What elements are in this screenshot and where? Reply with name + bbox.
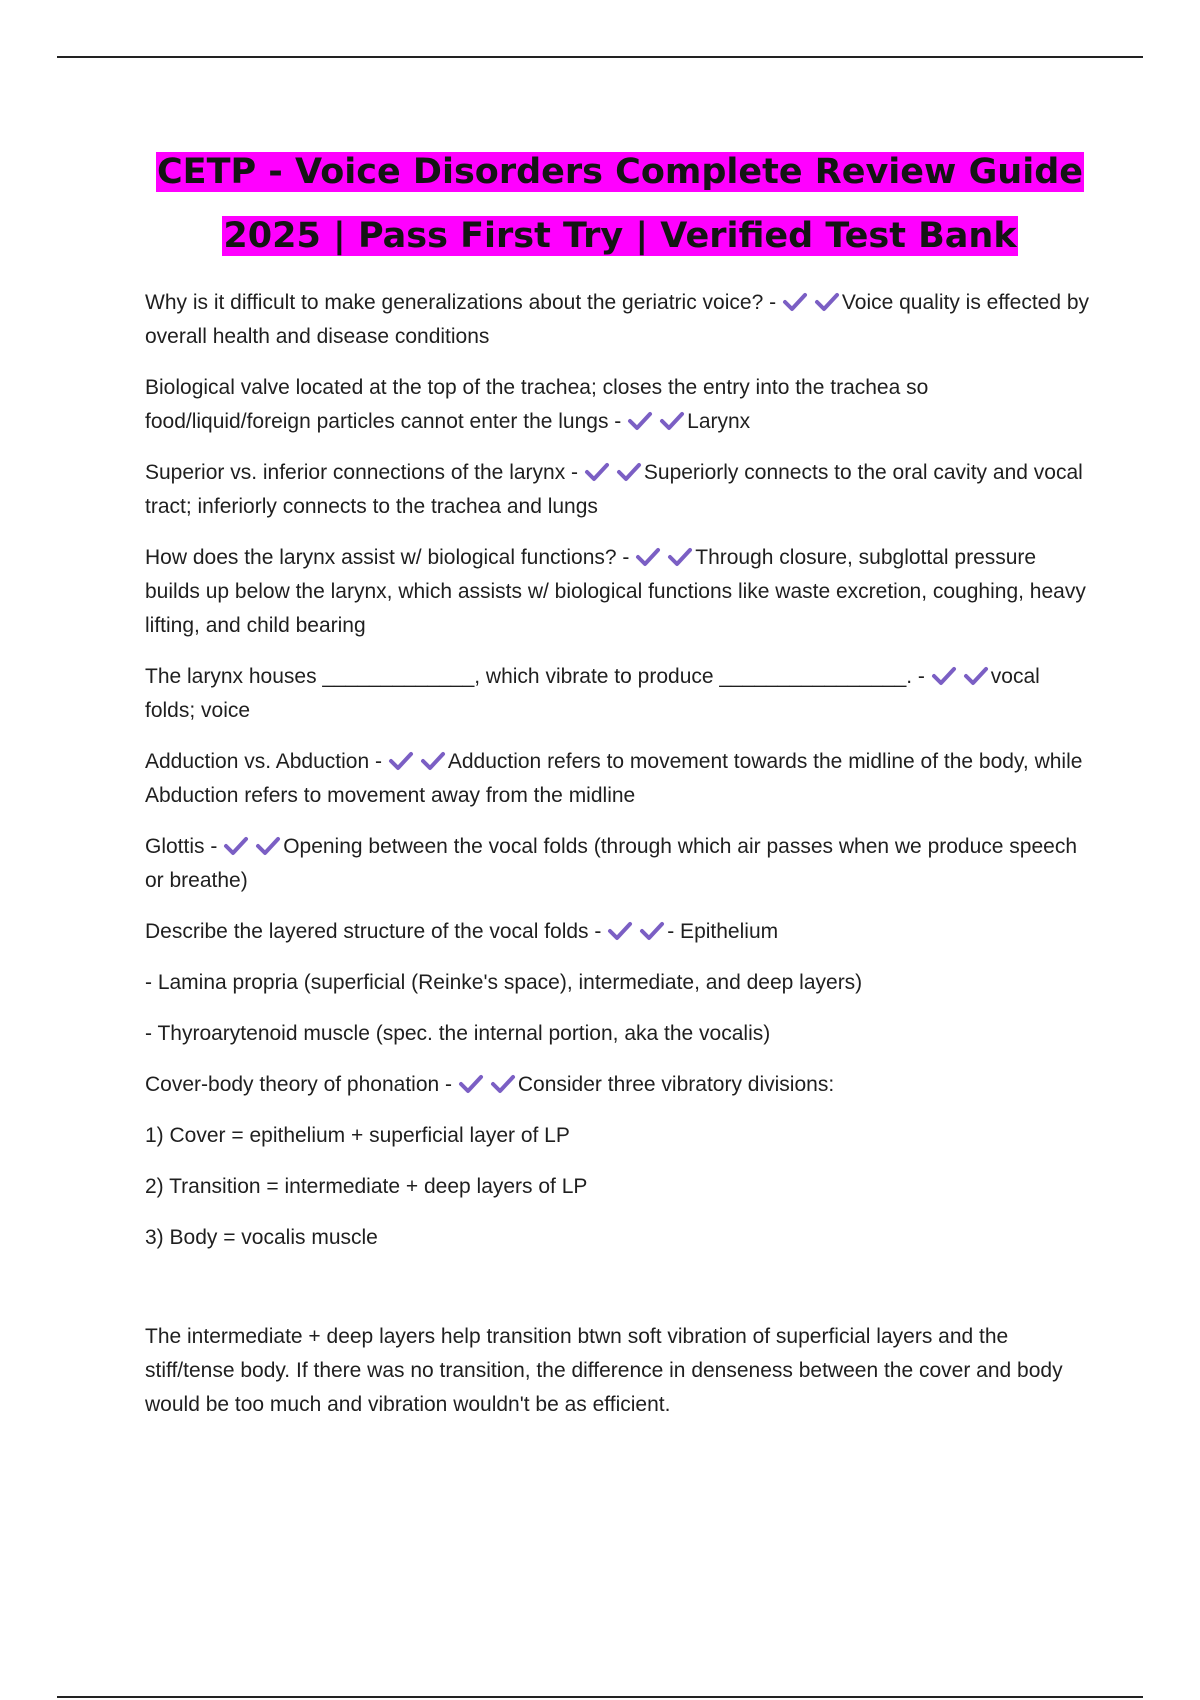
double-check-icon (223, 836, 249, 856)
double-check-icon (814, 292, 840, 312)
question-text: How does the larynx assist w/ biological functions? - (145, 546, 630, 569)
answer-text: - Epithelium (667, 920, 779, 943)
double-check-icon (667, 547, 693, 567)
qa-item (145, 286, 1095, 354)
title-line-1: CETP - Voice Disorders Complete Review Guide (157, 152, 1083, 192)
qa-list (145, 286, 1095, 949)
double-check-icon (659, 411, 685, 431)
answer-text: Adduction refers to movement towards the midline of the body, while Abduction refers to movement away from the midline (145, 750, 1083, 807)
double-check-icon (607, 921, 633, 941)
layer-list-item: - Lamina propria (superficial (Reinke's space), intermediate, and deep layers) (145, 971, 863, 994)
answer-text: vocal folds; voice (145, 665, 1040, 722)
answer-text: Through closure, subglottal pressure builds up below the larynx, which assists w/ biological functions like waste excretion, coughing, heavy lifting, and child bearing (145, 546, 1086, 637)
double-check-icon (255, 836, 281, 856)
qa-item (145, 541, 1095, 643)
layer-list-item: - Thyroarytenoid muscle (spec. the internal portion, aka the vocalis) (145, 1022, 771, 1045)
double-check-icon (635, 547, 661, 567)
answer-text: Consider three vibratory divisions: (517, 1073, 835, 1096)
document-body (145, 140, 1095, 1439)
qa-item (145, 745, 1095, 813)
division-item: 3) Body = vocalis muscle (145, 1226, 378, 1249)
double-check-icon (616, 462, 642, 482)
double-check-icon (458, 1074, 484, 1094)
qa-item-cover-body (145, 1068, 1095, 1102)
bottom-rule (57, 1696, 1143, 1698)
top-rule (57, 56, 1143, 58)
double-check-icon (490, 1074, 516, 1094)
question-text: Why is it difficult to make generalizations about the geriatric voice? - (145, 291, 777, 314)
question-text: Describe the layered structure of the vocal folds - (145, 920, 602, 943)
answer-text: Superiorly connects to the oral cavity and vocal tract; inferiorly connects to the trachea and lungs (145, 461, 1083, 518)
qa-item (145, 456, 1095, 524)
question-text: Adduction vs. Abduction - (145, 750, 382, 773)
qa-item (145, 830, 1095, 898)
qa-item (145, 915, 1095, 949)
double-check-icon (963, 666, 989, 686)
answer-text: Opening between the vocal folds (through which air passes when we produce speech or breathe) (145, 835, 1078, 892)
question-text: Biological valve located at the top of the trachea; closes the entry into the trachea so food/liquid/foreign particles cannot enter the lungs - (145, 376, 929, 433)
double-check-icon (639, 921, 665, 941)
division-item: 1) Cover = epithelium + superficial layer of LP (145, 1124, 570, 1147)
qa-item (145, 371, 1095, 439)
spacer (145, 1272, 1095, 1320)
question-text: Glottis - (145, 835, 218, 858)
question-text: Cover-body theory of phonation - (145, 1073, 453, 1096)
double-check-icon (782, 292, 808, 312)
double-check-icon (627, 411, 653, 431)
closing-paragraph: The intermediate + deep layers help transition btwn soft vibration of superficial layers and the stiff/tense body. If there was no transition, the difference in denseness between the cover and body would be too much and vibration wouldn't be as efficient. (145, 1325, 1063, 1416)
title-line-2: 2025 | Pass First Try | Verified Test Bank (223, 216, 1017, 256)
qa-item (145, 660, 1095, 728)
question-text: The larynx houses _____________, which vibrate to produce ________________. - (145, 665, 925, 688)
double-check-icon (388, 751, 414, 771)
division-item: 2) Transition = intermediate + deep layers of LP (145, 1175, 588, 1198)
double-check-icon (420, 751, 446, 771)
answer-text: Larynx (687, 410, 751, 433)
double-check-icon (584, 462, 610, 482)
question-text: Superior vs. inferior connections of the larynx - (145, 461, 579, 484)
page-title (145, 140, 1095, 268)
double-check-icon (931, 666, 957, 686)
answer-text: Voice quality is effected by overall health and disease conditions (145, 291, 1090, 348)
